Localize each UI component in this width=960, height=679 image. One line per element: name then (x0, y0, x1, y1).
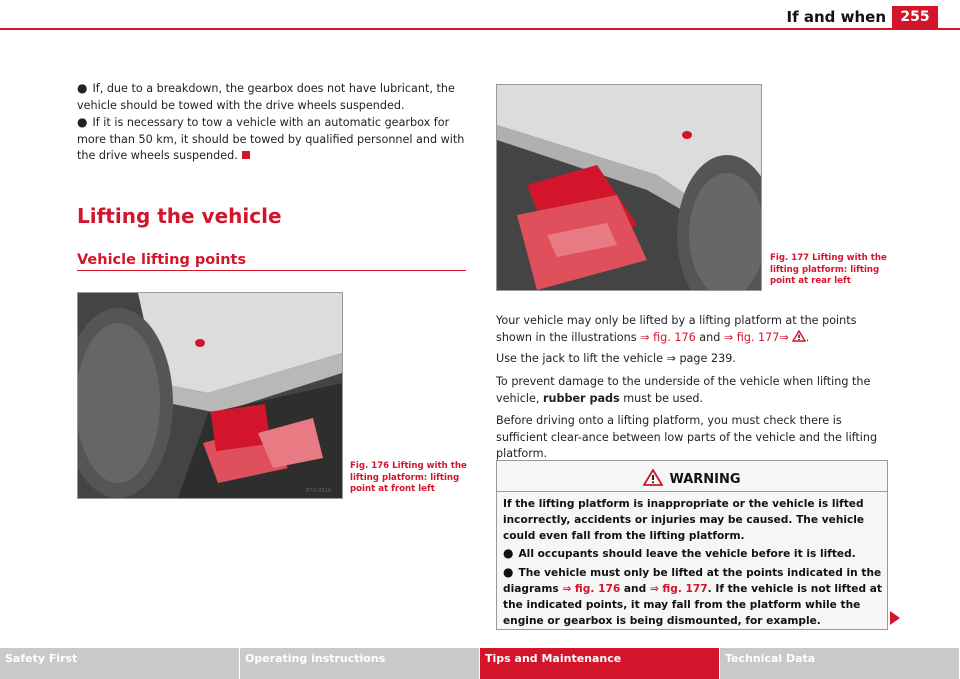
figure-177-link[interactable]: ⇒ fig. 177 (649, 583, 708, 595)
bullet-icon: ● (503, 546, 514, 560)
bullet-paragraph: ● If, due to a breakdown, the gearbox does not have lubricant, the vehicle should be towed with the drive wheels suspended. (77, 81, 455, 112)
heading-rule (77, 270, 466, 271)
figure-176-link[interactable]: ⇒ fig. 176 (562, 583, 621, 595)
body-paragraph: Your vehicle may only be lifted by a lifting platform at the points shown in the illustrations ⇒ fig. 176 and ⇒ fig. 177⇒ . (496, 314, 857, 344)
next-page-arrow-icon[interactable] (890, 611, 900, 625)
bullet-icon: ● (503, 565, 514, 579)
warning-triangle-icon (643, 469, 663, 486)
warning-paragraph: If the lifting platform is inappropriate or the vehicle is lifted incorrectly, accidents or injuries may be caused. The vehicle could even fall from the lifting platform. (503, 498, 865, 542)
page-number: 255 (892, 6, 938, 28)
figure-177-image (496, 84, 762, 291)
main-heading: Lifting the vehicle (77, 204, 282, 228)
footer-nav (0, 648, 960, 679)
tab-operating-instructions[interactable]: Operating instructions (240, 648, 480, 679)
bullet-icon: ● (77, 81, 88, 95)
sub-heading: Vehicle lifting points (77, 252, 247, 268)
figure-177-caption: Fig. 177 Lifting with the lifting platform: lifting point at rear left (770, 253, 887, 286)
tab-safety-first[interactable]: Safety First (0, 648, 240, 679)
warning-bullet: ● All occupants should leave the vehicle before it is lifted. (503, 546, 856, 560)
section-title: If and when (786, 8, 886, 26)
body-paragraph: Use the jack to lift the vehicle ⇒ page 239. (496, 352, 736, 365)
body-paragraph: To prevent damage to the underside of the vehicle when lifting the vehicle, rubber pads must be used. (496, 375, 871, 405)
tab-technical-data[interactable]: Technical Data (720, 648, 960, 679)
warning-divider (497, 491, 887, 492)
warning-box (496, 460, 888, 630)
warning-title: WARNING (497, 469, 887, 487)
bullet-paragraph: ● If it is necessary to tow a vehicle with an automatic gearbox for more than 50 km, it should be towed by qualified personnel and with the drive wheels suspended. (77, 115, 465, 162)
figure-177-link[interactable]: ⇒ fig. 177⇒ (723, 330, 789, 344)
header-rule (0, 28, 960, 30)
body-paragraph: Before driving onto a lifting platform, you must check there is sufficient clear-ance between low parts of the vehicle and the lifting platform. (496, 414, 878, 460)
tab-tips-and-maintenance[interactable]: Tips and Maintenance (480, 648, 720, 679)
section-end-icon (242, 151, 250, 159)
figure-177-code: B7G-0517 (725, 280, 751, 286)
figure-176-caption: Fig. 176 Lifting with the lifting platform: lifting point at front left (350, 461, 467, 494)
warning-bullet: ● The vehicle must only be lifted at the points indicated in the diagrams ⇒ fig. 176 and ⇒ fig. 177. If the vehicle is not lifted at the indicated points, it may fall from the platform while the engine or gearbox is being dismounted, for example. (503, 565, 882, 627)
figure-176-link[interactable]: ⇒ fig. 176 (640, 330, 696, 344)
bullet-icon: ● (77, 115, 88, 129)
figure-176-code: B7G-0516 (306, 488, 332, 494)
figure-176-image (77, 292, 343, 499)
warning-triangle-icon (792, 330, 806, 342)
